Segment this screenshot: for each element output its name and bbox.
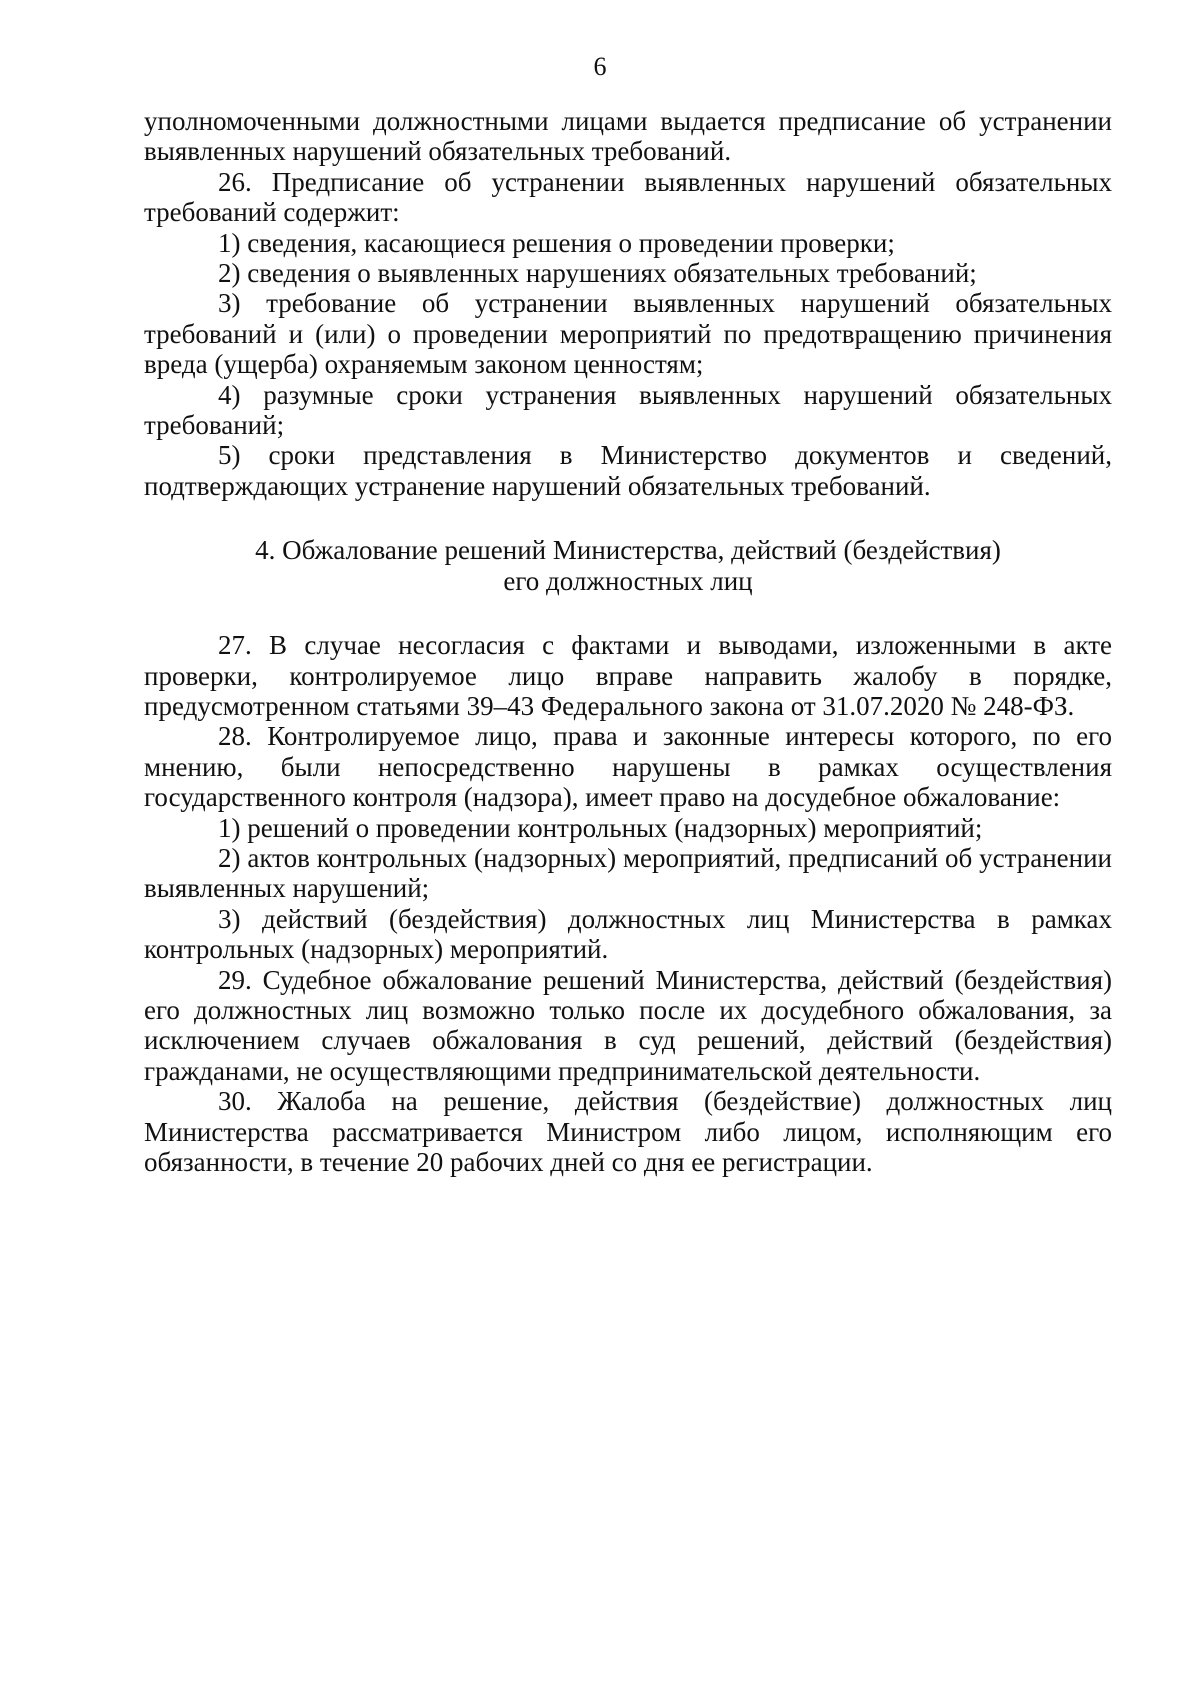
paragraph-p30: 30. Жалоба на решение, действия (бездействие) должностных лиц Министерства рассматривается Министром либо лицом, исполняющим его обязанности, в течение 20 рабочих дней со дня ее регистрации. xyxy=(144,1086,1112,1177)
section-heading-line-1: 4. Обжалование решений Министерства, действий (бездействия) xyxy=(255,535,1001,566)
paragraph-p26-5: 5) сроки представления в Министерство документов и сведений, подтверждающих устранение нарушений обязательных требований. xyxy=(144,440,1112,501)
paragraph-p26: 26. Предписание об устранении выявленных нарушений обязательных требований содержит: xyxy=(144,166,1112,228)
paragraphs-after-section xyxy=(144,630,1112,1177)
section-heading-line-2: его должностных лиц xyxy=(503,565,753,596)
paragraph-cont: уполномоченными должностными лицами выдается предписание об устранении выявленных нарушений обязательных требований. xyxy=(144,106,1112,167)
paragraph-p28-1: 1) решений о проведении контрольных (надзорных) мероприятий; xyxy=(218,812,983,843)
paragraph-p28: 28. Контролируемое лицо, права и законные интересы которого, по его мнению, были непосредственно нарушены в рамках осуществления государственного контроля (надзора), имеет право на досудебное обжалование: xyxy=(144,721,1112,813)
paragraph-p28-3: 3) действий (бездействия) должностных лиц Министерства в рамках контрольных (надзорных) мероприятий. xyxy=(144,903,1112,965)
page-number: 6 xyxy=(593,52,607,81)
section-heading xyxy=(144,535,1112,596)
paragraph-p28-2: 2) актов контрольных (надзорных) мероприятий, предписаний об устранении выявленных нарушений; xyxy=(144,842,1112,904)
paragraph-p26-1: 1) сведения, касающиеся решения о проведении проверки; xyxy=(218,227,895,258)
paragraphs-before-section xyxy=(144,106,1112,501)
paragraph-p27: 27. В случае несогласия с фактами и выводами, изложенными в акте проверки, контролируемое лицо вправе направить жалобу в порядке, предусмотренном статьями 39–43 Федерального закона от 31.07.2020 № 248-ФЗ. xyxy=(144,630,1112,721)
paragraph-p26-4: 4) разумные сроки устранения выявленных нарушений обязательных требований; xyxy=(144,379,1112,441)
paragraph-p29: 29. Судебное обжалование решений Министерства, действий (бездействия) его должностных лиц возможно только после их досудебного обжалования, за исключением случаев обжалования в суд решений, действий (бездействия) гражданами, не осуществляющими предпринимательской деятельности. xyxy=(144,964,1112,1086)
document-body xyxy=(144,106,1112,1177)
paragraph-p26-2: 2) сведения о выявленных нарушениях обязательных требований; xyxy=(218,258,977,289)
paragraph-p26-3: 3) требование об устранении выявленных нарушений обязательных требований и (или) о проведении мероприятий по предотвращению причинения вреда (ущерба) охраняемым законом ценностям; xyxy=(144,288,1112,380)
